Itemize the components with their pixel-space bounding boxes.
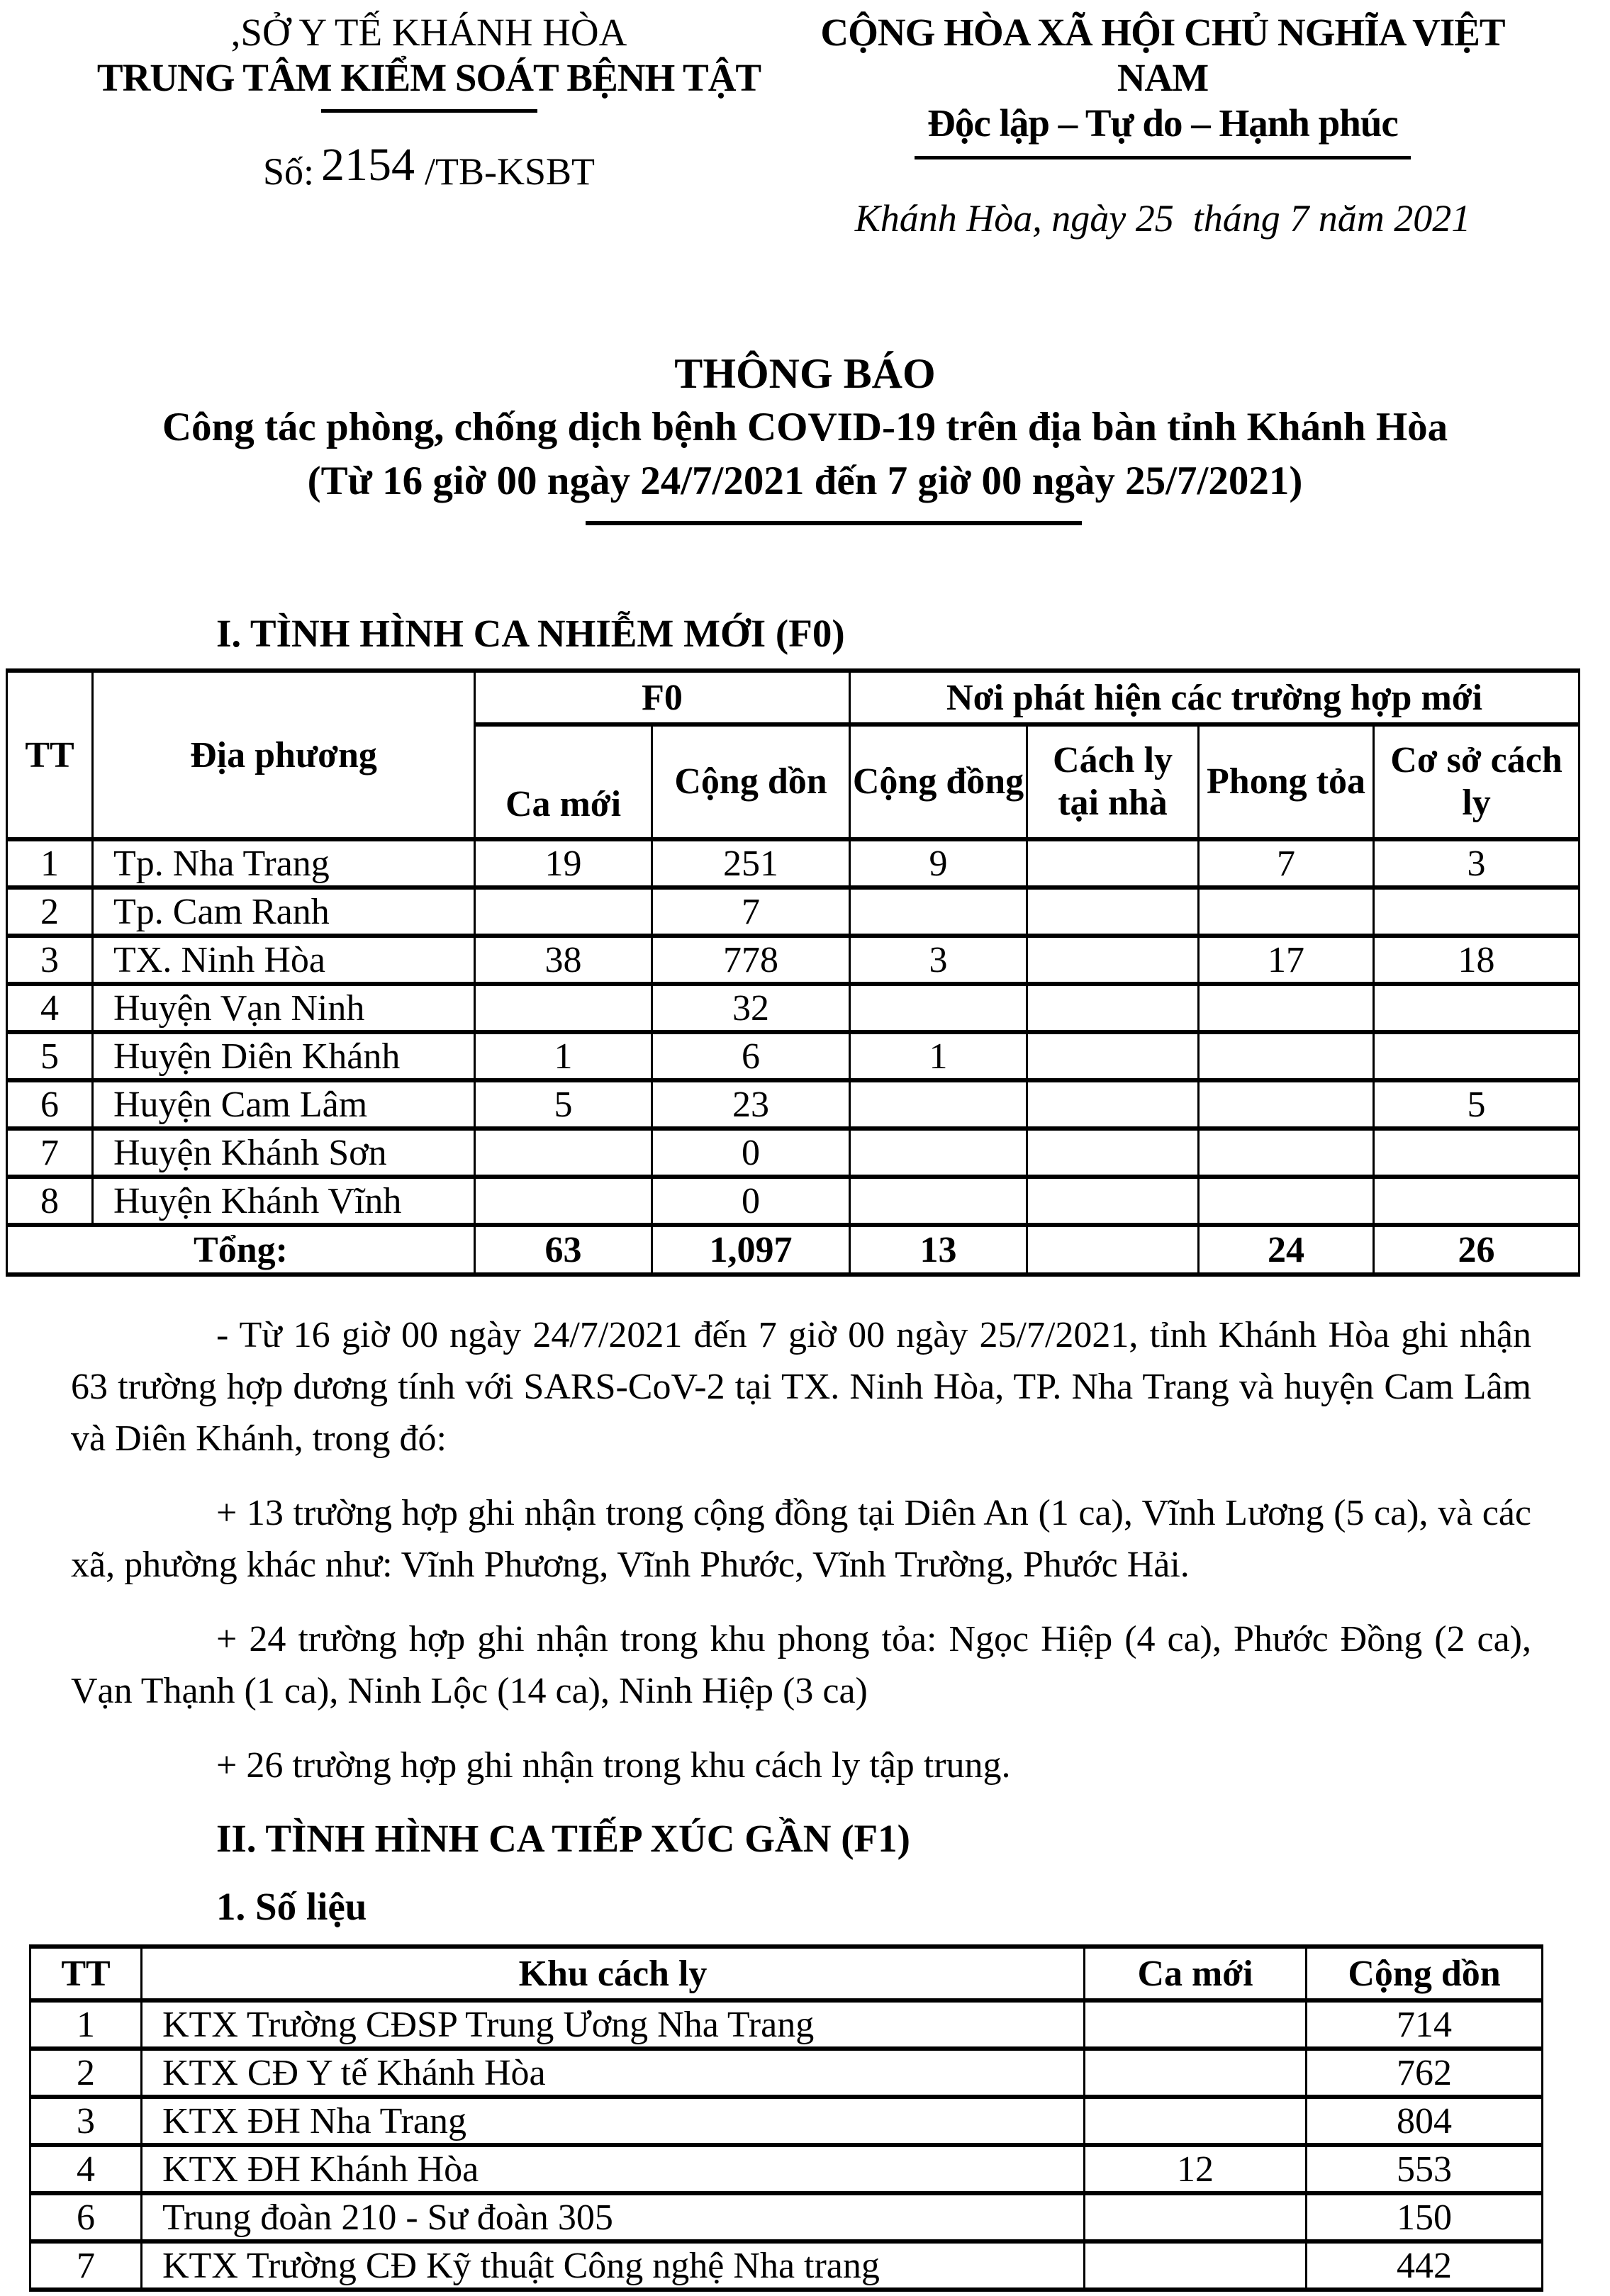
- f0-col-congdong: Cộng đồng: [850, 724, 1027, 839]
- cell-camoi: [1085, 2097, 1307, 2145]
- f1-col-congdon: Cộng dồn: [1307, 1947, 1543, 2000]
- agency-name: TRUNG TÂM KIỂM SOÁT BỆNH TẬT: [96, 56, 761, 99]
- cell-coso: [1374, 1177, 1580, 1225]
- table-row: [30, 2241, 1543, 2290]
- cell-phongtoa: [1199, 1177, 1374, 1225]
- table-row: [30, 2049, 1543, 2097]
- cell-cachly: [1027, 887, 1199, 936]
- f0-header-row-1: [7, 671, 1580, 724]
- f0-total-row: [7, 1225, 1580, 1275]
- table-row: [7, 1032, 1580, 1080]
- motto-underline: [915, 156, 1411, 159]
- cell-congdong: 1: [850, 1032, 1027, 1080]
- cell-tt: 6: [7, 1080, 93, 1129]
- table-row: [30, 2097, 1543, 2145]
- f1-col-camoi: Ca mới: [1085, 1947, 1307, 2000]
- document-number-line: [50, 139, 808, 196]
- table-row: [30, 2145, 1543, 2193]
- cell-coso: [1374, 1032, 1580, 1080]
- cell-phongtoa: 7: [1199, 839, 1374, 887]
- cell-tt: 1: [30, 2000, 142, 2049]
- f0-group-noi-phat-hien: Nơi phát hiện các trường hợp mới: [850, 671, 1580, 724]
- section2-heading: II. TÌNH HÌNH CA TIẾP XÚC GẦN (F1): [216, 1817, 910, 1860]
- cell-congdon: 251: [652, 839, 850, 887]
- table-row: [30, 2193, 1543, 2241]
- national-motto-block: [808, 10, 1517, 240]
- f1-col-tt: TT: [30, 1947, 142, 2000]
- cell-camoi: [475, 887, 652, 936]
- paragraph-quarantine-cases: + 26 trường hợp ghi nhận trong khu cách ly tập trung.: [216, 1745, 1011, 1786]
- f1-col-khu: Khu cách ly: [142, 1947, 1085, 2000]
- total-camoi: 63: [475, 1225, 652, 1275]
- country-name: CỘNG HÒA XÃ HỘI CHỦ NGHĨA VIỆT NAM: [820, 11, 1505, 99]
- cell-congdon: 714: [1307, 2000, 1543, 2049]
- cell-congdong: [850, 1080, 1027, 1129]
- cell-khu: KTX CĐ Y tế Khánh Hòa: [142, 2049, 1085, 2097]
- cell-camoi: 5: [475, 1080, 652, 1129]
- cell-congdong: [850, 1129, 1027, 1177]
- cell-diaphuong: Huyện Cam Lâm: [93, 1080, 475, 1129]
- cell-khu: KTX Trường CĐSP Trung Ương Nha Trang: [142, 2000, 1085, 2049]
- table-row: [7, 984, 1580, 1032]
- cell-congdon: 778: [652, 936, 850, 984]
- cell-congdon: 0: [652, 1129, 850, 1177]
- f0-group-f0: F0: [475, 671, 850, 724]
- paragraph-lockdown-cases: + 24 trường hợp ghi nhận trong khu phong tỏa: Ngọc Hiệp (4 ca), Phước Đồng (2 ca), Vạn Thạnh (1 ca), Ninh Lộc (14 ca), Ninh Hiệp (3 ca): [71, 1619, 1531, 1711]
- total-congdon: 1,097: [652, 1225, 850, 1275]
- cell-cachly: [1027, 839, 1199, 887]
- table-row: [7, 839, 1580, 887]
- cell-cachly: [1027, 936, 1199, 984]
- cell-congdon: 32: [652, 984, 850, 1032]
- cell-cachly: [1027, 1177, 1199, 1225]
- doc-title: THÔNG BÁO: [674, 350, 936, 397]
- cell-camoi: [1085, 2000, 1307, 2049]
- cell-khu: KTX ĐH Khánh Hòa: [142, 2145, 1085, 2193]
- agency-parent-name: ,SỞ Y TẾ KHÁNH HÒA: [230, 11, 627, 54]
- doc-subtitle: Công tác phòng, chống dịch bệnh COVID-19 trên địa bàn tỉnh Khánh Hòa: [162, 405, 1448, 449]
- cell-diaphuong: Huyện Khánh Vĩnh: [93, 1177, 475, 1225]
- title-underline: [586, 521, 1082, 525]
- national-header: [0, 0, 1610, 240]
- cell-congdong: 9: [850, 839, 1027, 887]
- cell-camoi: 38: [475, 936, 652, 984]
- cell-camoi: [1085, 2193, 1307, 2241]
- cell-congdon: 23: [652, 1080, 850, 1129]
- total-label: Tổng:: [7, 1225, 475, 1275]
- f0-col-camoi: Ca mới: [475, 724, 652, 839]
- f1-header-row: [30, 1947, 1543, 2000]
- cell-congdon: 150: [1307, 2193, 1543, 2241]
- total-cachly: [1027, 1225, 1199, 1275]
- cell-tt: 3: [30, 2097, 142, 2145]
- cell-camoi: 12: [1085, 2145, 1307, 2193]
- f0-col-diaphuong: Địa phương: [93, 671, 475, 839]
- paragraph-community-cases: + 13 trường hợp ghi nhận trong cộng đồng tại Diên An (1 ca), Vĩnh Lương (5 ca), và các xã, phường khác như: Vĩnh Phương, Vĩnh Phước, Vĩnh Trường, Phước Hải.: [71, 1493, 1531, 1585]
- cell-congdon: 762: [1307, 2049, 1543, 2097]
- cell-coso: 5: [1374, 1080, 1580, 1129]
- cell-congdon: 553: [1307, 2145, 1543, 2193]
- table-row: [7, 936, 1580, 984]
- cell-diaphuong: Huyện Vạn Ninh: [93, 984, 475, 1032]
- table-row: [7, 1177, 1580, 1225]
- doc-number-suffix: /TB-KSBT: [425, 150, 596, 193]
- agency-underline: [321, 109, 537, 113]
- cell-cachly: [1027, 1129, 1199, 1177]
- f0-col-coso-cachly: Cơ sở cách ly: [1374, 724, 1580, 839]
- cell-tt: 2: [7, 887, 93, 936]
- f0-col-congdon: Cộng dồn: [652, 724, 850, 839]
- cell-camoi: [475, 1177, 652, 1225]
- cell-congdon: 6: [652, 1032, 850, 1080]
- table-row: [7, 1080, 1580, 1129]
- table-row: [7, 887, 1580, 936]
- cell-diaphuong: Huyện Diên Khánh: [93, 1032, 475, 1080]
- paragraph-summary: - Từ 16 giờ 00 ngày 24/7/2021 đến 7 giờ 00 ngày 25/7/2021, tỉnh Khánh Hòa ghi nhận 63 trường hợp dương tính với SARS-CoV-2 tại TX. Ninh Hòa, TP. Nha Trang và huyện Cam Lâm và Diên Khánh, trong đó:: [71, 1315, 1531, 1459]
- cell-tt: 6: [30, 2193, 142, 2241]
- cell-cachly: [1027, 1032, 1199, 1080]
- cell-phongtoa: [1199, 1080, 1374, 1129]
- f0-col-cachly-tainha: Cách ly tại nhà: [1027, 724, 1199, 839]
- f0-col-phongtoa: Phong tỏa: [1199, 724, 1374, 839]
- cell-tt: 2: [30, 2049, 142, 2097]
- section1-heading: I. TÌNH HÌNH CA NHIỄM MỚI (F0): [216, 612, 845, 655]
- doc-number-prefix: Số:: [262, 150, 314, 193]
- doc-number: 2154: [321, 139, 415, 191]
- total-congdong: 13: [850, 1225, 1027, 1275]
- national-motto: Độc lập – Tự do – Hạnh phúc: [927, 101, 1398, 145]
- cell-camoi: 19: [475, 839, 652, 887]
- issuing-agency-block: [50, 10, 808, 240]
- cell-congdong: 3: [850, 936, 1027, 984]
- cell-tt: 5: [7, 1032, 93, 1080]
- cell-cachly: [1027, 984, 1199, 1032]
- cell-coso: [1374, 1129, 1580, 1177]
- cell-tt: 7: [7, 1129, 93, 1177]
- cell-congdon: 7: [652, 887, 850, 936]
- cell-tt: 8: [7, 1177, 93, 1225]
- cell-camoi: 1: [475, 1032, 652, 1080]
- cell-coso: 3: [1374, 839, 1580, 887]
- cell-phongtoa: [1199, 1032, 1374, 1080]
- f0-col-tt: TT: [7, 671, 93, 839]
- cell-phongtoa: 17: [1199, 936, 1374, 984]
- f1-table: [29, 1944, 1543, 2292]
- place-date-line: Khánh Hòa, ngày 25 tháng 7 năm 2021: [854, 197, 1471, 240]
- cell-khu: KTX Trường CĐ Kỹ thuật Công nghệ Nha trang: [142, 2241, 1085, 2290]
- cell-diaphuong: TX. Ninh Hòa: [93, 936, 475, 984]
- cell-phongtoa: [1199, 887, 1374, 936]
- cell-khu: KTX ĐH Nha Trang: [142, 2097, 1085, 2145]
- total-coso: 26: [1374, 1225, 1580, 1275]
- cell-coso: 18: [1374, 936, 1580, 984]
- cell-tt: 3: [7, 936, 93, 984]
- cell-coso: [1374, 887, 1580, 936]
- cell-camoi: [475, 984, 652, 1032]
- cell-khu: Trung đoàn 210 - Sư đoàn 305: [142, 2193, 1085, 2241]
- cell-camoi: [1085, 2241, 1307, 2290]
- cell-congdong: [850, 1177, 1027, 1225]
- cell-tt: 4: [7, 984, 93, 1032]
- cell-diaphuong: Tp. Nha Trang: [93, 839, 475, 887]
- cell-tt: 4: [30, 2145, 142, 2193]
- document-title-block: [0, 347, 1610, 525]
- cell-camoi: [1085, 2049, 1307, 2097]
- cell-congdon: 442: [1307, 2241, 1543, 2290]
- total-phongtoa: 24: [1199, 1225, 1374, 1275]
- cell-coso: [1374, 984, 1580, 1032]
- f0-table: [6, 668, 1580, 1277]
- cell-congdong: [850, 887, 1027, 936]
- cell-diaphuong: Tp. Cam Ranh: [93, 887, 475, 936]
- cell-tt: 1: [7, 839, 93, 887]
- doc-period: (Từ 16 giờ 00 ngày 24/7/2021 đến 7 giờ 00 ngày 25/7/2021): [307, 459, 1303, 503]
- cell-congdong: [850, 984, 1027, 1032]
- cell-congdon: 0: [652, 1177, 850, 1225]
- table-row: [30, 2000, 1543, 2049]
- cell-phongtoa: [1199, 1129, 1374, 1177]
- cell-phongtoa: [1199, 984, 1374, 1032]
- cell-diaphuong: Huyện Khánh Sơn: [93, 1129, 475, 1177]
- cell-cachly: [1027, 1080, 1199, 1129]
- table-row: [7, 1129, 1580, 1177]
- section2-subheading: 1. Số liệu: [216, 1885, 367, 1928]
- cell-camoi: [475, 1129, 652, 1177]
- cell-tt: 7: [30, 2241, 142, 2290]
- cell-congdon: 804: [1307, 2097, 1543, 2145]
